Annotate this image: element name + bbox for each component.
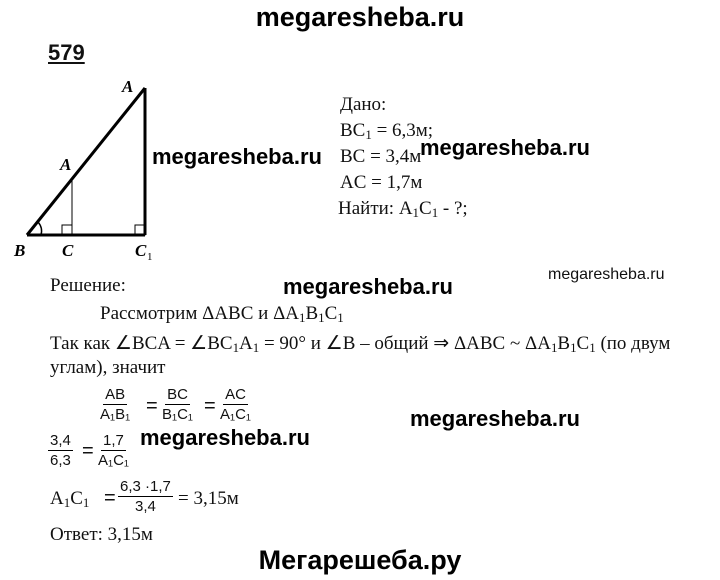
given-bc: BC = 3,4м bbox=[340, 146, 422, 167]
label-A: A bbox=[60, 155, 72, 174]
solution-line2: Так как ∠BCA = $\angle BC_1A_1 = 90^\circ$ и ∠B – общий ⇒ ΔABC ~ $\Delta A_1B_1C_1$ (по двум bbox=[50, 333, 671, 356]
answer: Ответ: 3,15м bbox=[50, 524, 153, 545]
equals-sign: = bbox=[204, 395, 216, 417]
solution-title: Решение: bbox=[50, 275, 126, 296]
result-value: = 3,15м bbox=[178, 488, 239, 509]
given-bc1: $BC_1 = 6,3м$; bbox=[340, 120, 434, 143]
given-ac: AC = 1,7м bbox=[340, 172, 423, 193]
fraction-values: $\frac{3,4}{6,3}$ bbox=[50, 432, 71, 469]
watermark-bottom: Мегарешеба.ру bbox=[258, 545, 462, 575]
given-find: Найти: $A_1C_1$ - ?; bbox=[338, 198, 468, 221]
watermark: megaresheba.ru bbox=[548, 266, 665, 283]
label-C: C bbox=[62, 241, 74, 260]
watermark: megaresheba.ru bbox=[283, 274, 453, 299]
label-A1: A bbox=[122, 77, 134, 96]
given-title: Дано: bbox=[340, 94, 387, 115]
equals-sign: = bbox=[82, 440, 94, 462]
triangle-figure bbox=[10, 70, 170, 265]
label-C1: C bbox=[135, 241, 147, 260]
equals-sign: = bbox=[104, 487, 116, 509]
watermark-top: megaresheba.ru bbox=[255, 2, 465, 32]
problem-number: 579 bbox=[48, 40, 85, 65]
fraction-bc: $\frac{BC}{\text{B₁C₁}}$ bbox=[162, 386, 193, 423]
watermark: megaresheba.ru bbox=[420, 135, 590, 160]
equals-sign: = bbox=[146, 395, 158, 417]
solution-line1: Рассмотрим ΔABC и $\Delta A_1B_1C_1$ bbox=[100, 303, 344, 326]
fraction-ac-unknown: $\frac{1,7}{\text{A₁C₁}}$ bbox=[98, 432, 129, 469]
watermark: megaresheba.ru bbox=[140, 425, 310, 450]
fraction-ac: $\frac{AC}{\text{A₁C₁}}$ bbox=[220, 386, 251, 423]
result-lhs: $A_1C_1$ bbox=[50, 488, 90, 511]
given-block bbox=[340, 92, 468, 222]
fraction-ab: $\frac{AB}{\text{A₁B₁}}$ bbox=[100, 386, 131, 423]
watermark: megaresheba.ru bbox=[152, 144, 322, 169]
fraction-result: $\frac{6,3 \cdot 1,7}{3,4}$ bbox=[120, 478, 171, 515]
label-B: B bbox=[14, 241, 26, 260]
label-C1-sub: 1 bbox=[147, 251, 153, 263]
watermark: megaresheba.ru bbox=[410, 406, 580, 431]
solution-line3: углам), значит bbox=[50, 357, 166, 378]
